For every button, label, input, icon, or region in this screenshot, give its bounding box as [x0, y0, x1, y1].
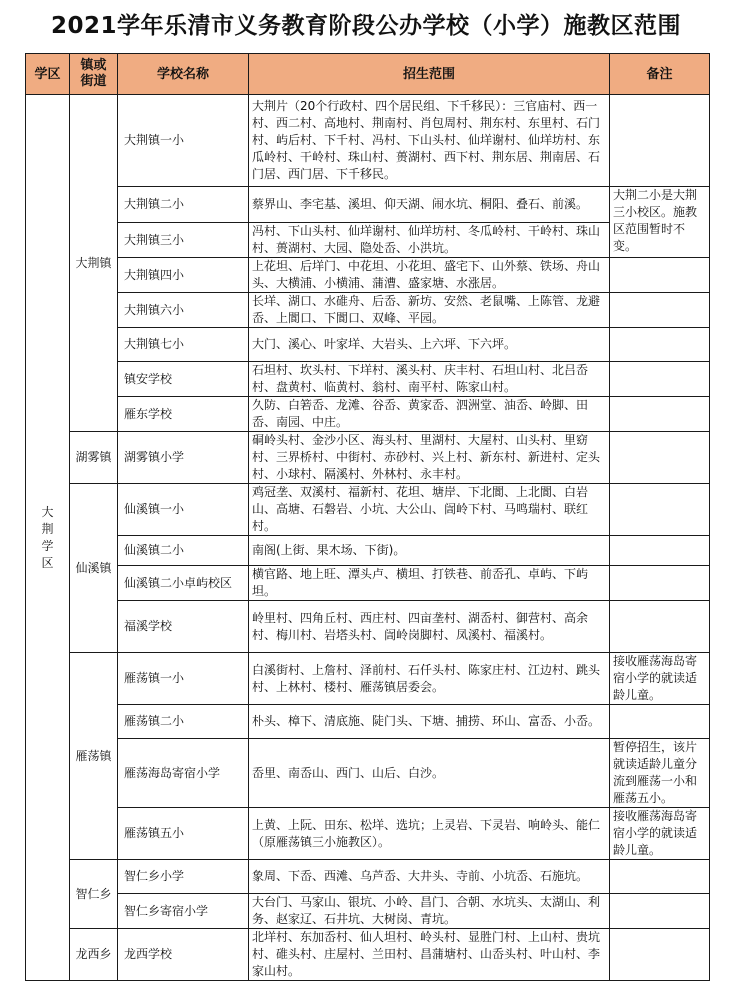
town-cell: 智仁乡: [70, 860, 118, 929]
town-cell: 雁荡镇: [70, 653, 118, 860]
table-row: [26, 705, 710, 739]
table-row: [26, 95, 710, 187]
table-row: [26, 258, 710, 293]
header-scope: 招生范围: [249, 54, 610, 95]
table-row: [26, 929, 710, 981]
note-cell: [610, 705, 710, 739]
school-name: 雁荡海岛寄宿小学: [118, 739, 249, 808]
school-name: 大荆镇二小: [118, 187, 249, 223]
school-name: 福溪学校: [118, 601, 249, 653]
town-cell: 大荆镇: [70, 95, 118, 432]
note-cell: [610, 258, 710, 293]
school-name: 智仁乡寄宿小学: [118, 894, 249, 929]
scope-cell: 朴头、樟下、清底施、陡门头、下塘、捕捞、环山、富岙、小岙。: [249, 705, 610, 739]
header-town: 镇或 街道: [70, 54, 118, 95]
scope-cell: 大荆片（20个行政村、四个居民组、下千移民）：三官庙村、西一村、西二村、高地村、荆南村、肖包周村、荆东村、东里村、石门村、屿后村、下千村、冯村、下山头村、仙垟谢村、仙垟坊村、东瓜岭村、干岭村、珠山村、蒉湖村、西下村、荆东居、荆南居、石门居、西门居、下千移民。: [249, 95, 610, 187]
school-name: 大荆镇一小: [118, 95, 249, 187]
table-row: [26, 601, 710, 653]
school-name: 智仁乡小学: [118, 860, 249, 894]
note-cell: [610, 95, 710, 187]
school-name: 大荆镇七小: [118, 328, 249, 362]
school-name: 仙溪镇一小: [118, 484, 249, 536]
scope-cell: 横官路、地上旺、潭头卢、横坦、打铁巷、前岙孔、卓屿、下屿坦。: [249, 566, 610, 601]
town-cell: 湖雾镇: [70, 432, 118, 484]
school-name: 大荆镇四小: [118, 258, 249, 293]
scope-cell: 象周、下岙、西滩、乌芦岙、大井头、寺前、小坑岙、石施坑。: [249, 860, 610, 894]
note-cell: [610, 328, 710, 362]
note-cell: [610, 929, 710, 981]
table-row: [26, 187, 710, 223]
table-row: [26, 397, 710, 432]
school-name: 大荆镇三小: [118, 223, 249, 258]
scope-cell: 石坦村、坎头村、下垟村、溪头村、庆丰村、石坦山村、北吕岙村、盘黄村、临黄村、翁村、南平村、陈家山村。: [249, 362, 610, 397]
table-row: [26, 432, 710, 484]
table-row: [26, 223, 710, 258]
table-row: [26, 894, 710, 929]
note-cell: 接收雁荡海岛寄宿小学的就读适龄儿童。: [610, 808, 710, 860]
scope-cell: 上黄、上阮、田东、松垟、选坑；上灵岩、下灵岩、响岭头、能仁（原雁荡镇三小施教区）。: [249, 808, 610, 860]
scope-cell: 岙里、南岙山、西门、山后、白沙。: [249, 739, 610, 808]
school-name: 大荆镇六小: [118, 293, 249, 328]
school-name: 雁荡镇二小: [118, 705, 249, 739]
scope-cell: 大台门、马家山、银坑、小岭、昌门、合朝、水坑头、太湖山、利务、赵家辽、石井坑、大树岗、青坑。: [249, 894, 610, 929]
note-cell: [610, 860, 710, 894]
school-name: 仙溪镇二小: [118, 536, 249, 566]
scope-cell: 长垟、湖口、水碓舟、后岙、新坊、安然、老鼠嘴、上陈管、龙避岙、上閬口、下閬口、双峰、平园。: [249, 293, 610, 328]
scope-cell: 蔡界山、李宅基、溪坦、仰天湖、闹水坑、桐阳、叠石、前溪。: [249, 187, 610, 223]
town-cell: 仙溪镇: [70, 484, 118, 653]
header-note: 备注: [610, 54, 710, 95]
table-row: [26, 293, 710, 328]
school-name: 仙溪镇二小卓屿校区: [118, 566, 249, 601]
table-header-row: [26, 54, 710, 95]
note-cell: 接收雁荡海岛寄宿小学的就读适龄儿童。: [610, 653, 710, 705]
note-cell: [610, 601, 710, 653]
scope-cell: 鸡冠垄、双溪村、福新村、花坦、塘岸、下北閬、上北閬、白岩山、高塘、石磐岩、小坑、大公山、訚岭下村、马鸣瑞村、联红村。: [249, 484, 610, 536]
note-cell: [610, 566, 710, 601]
note-cell: [610, 536, 710, 566]
header-school: 学校名称: [118, 54, 249, 95]
scope-cell: 久防、白箬岙、龙滩、谷岙、黄家岙、泗洲堂、油岙、岭脚、田岙、南园、中庄。: [249, 397, 610, 432]
scope-cell: 白溪街村、上詹村、泽前村、石仟头村、陈家庄村、江边村、跳头村、上林村、楼村、雁荡镇居委会。: [249, 653, 610, 705]
page-title: 2021学年乐清市义务教育阶段公办学校（小学）施教区范围: [50, 13, 681, 39]
scope-cell: 硐岭头村、金沙小区、海头村、里湖村、大屋村、山头村、里窈村、三界桥村、中街村、赤砂村、兴上村、新东村、新进村、定头村、小球村、隔溪村、外林村、永丰村。: [249, 432, 610, 484]
scope-cell: 南阁(上街、果木场、下街)。: [249, 536, 610, 566]
scope-cell: 冯村、下山头村、仙垟谢村、仙垟坊村、冬瓜岭村、干岭村、珠山村、蒉湖村、大园、隐处岙、小洪坑。: [249, 223, 610, 258]
table-row: [26, 484, 710, 536]
note-cell: 暂停招生，该片就读适龄儿童分流到雁荡一小和雁荡五小。: [610, 739, 710, 808]
school-name: 雁东学校: [118, 397, 249, 432]
note-cell: 大荆二小是大荆三小校区。施教区范围暂时不变。: [610, 187, 710, 258]
school-name: 雁荡镇一小: [118, 653, 249, 705]
table-row: [26, 739, 710, 808]
note-cell: [610, 484, 710, 536]
note-cell: [610, 362, 710, 397]
school-zone-table: [25, 53, 710, 981]
scope-cell: 大门、溪心、叶家垟、大岩头、上六坪、下六坪。: [249, 328, 610, 362]
town-cell: 龙西乡: [70, 929, 118, 981]
scope-cell: 北垟村、东加岙村、仙人坦村、岭头村、显胜门村、上山村、贵坑村、碓头村、庄屋村、兰田村、昌蒲塘村、山岙头村、叶山村、李家山村。: [249, 929, 610, 981]
school-name: 龙西学校: [118, 929, 249, 981]
scope-cell: 上花坦、后垟门、中花坦、小花坦、盛宅下、山外蔡、铁场、舟山头、大横浦、小横浦、蒲漕、盛家塘、水涨居。: [249, 258, 610, 293]
school-name: 镇安学校: [118, 362, 249, 397]
school-name: 湖雾镇小学: [118, 432, 249, 484]
table-row: [26, 653, 710, 705]
note-cell: [610, 894, 710, 929]
table-row: [26, 566, 710, 601]
note-cell: [610, 397, 710, 432]
table-row: [26, 860, 710, 894]
school-name: 雁荡镇五小: [118, 808, 249, 860]
scope-cell: 岭里村、四角丘村、西庄村、四亩垄村、湖岙村、御营村、高余村、梅川村、岩塔头村、訚岭岗脚村、凤溪村、福溪村。: [249, 601, 610, 653]
table-row: [26, 362, 710, 397]
header-district: 学区: [26, 54, 70, 95]
district-cell: 大荆学区: [26, 95, 70, 981]
note-cell: [610, 432, 710, 484]
note-cell: [610, 293, 710, 328]
table-row: [26, 536, 710, 566]
table-row: [26, 328, 710, 362]
table-row: [26, 808, 710, 860]
